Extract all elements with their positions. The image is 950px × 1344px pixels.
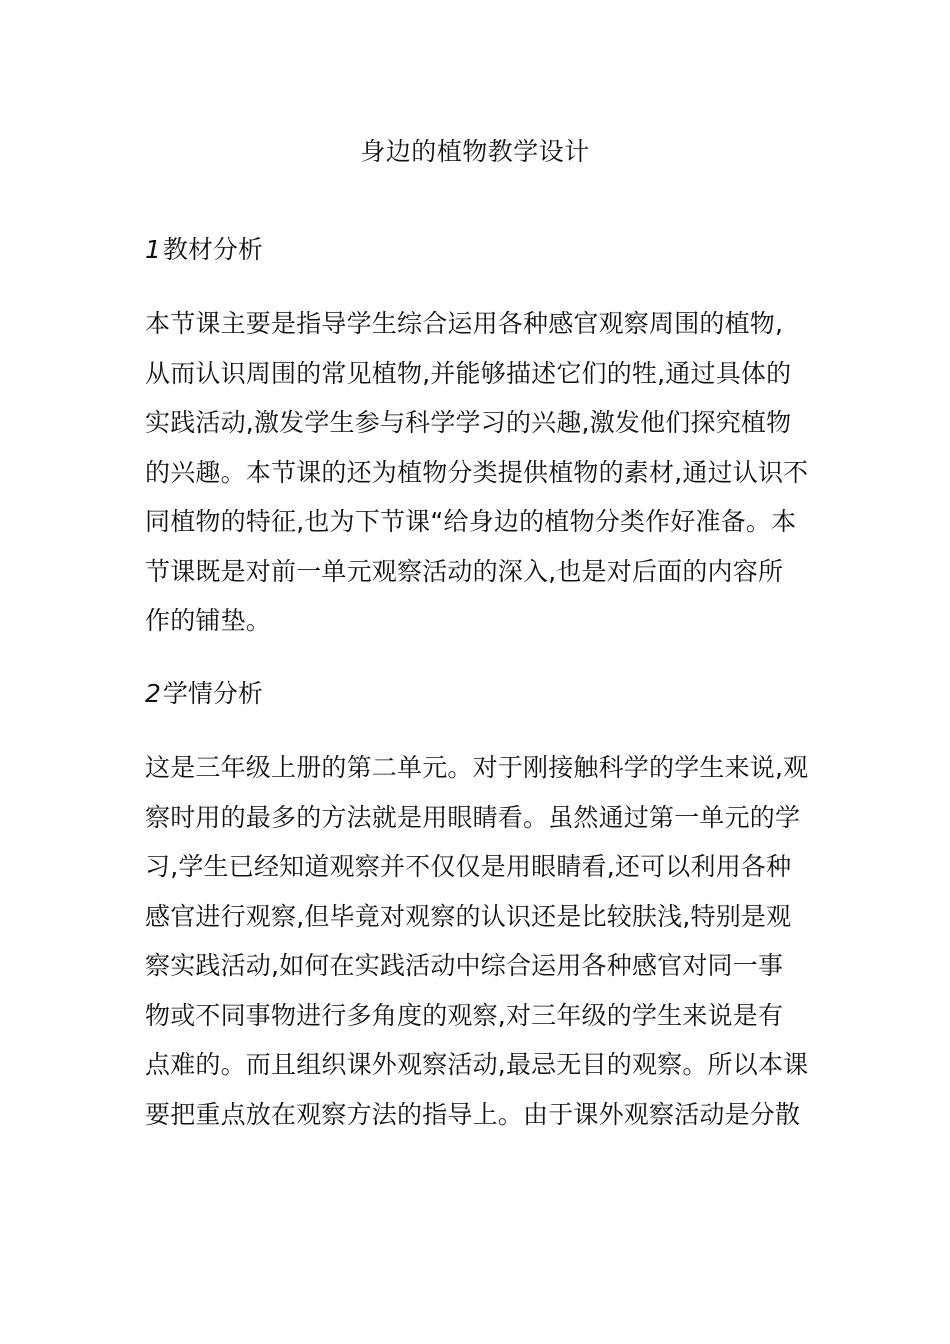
paragraph-line: 点难的。而且组织课外观察活动,最忌无目的观察。所以本课 <box>145 1050 809 1079</box>
paragraph-line: 物或不同事物进行多角度的观察,对三年级的学生来说是有 <box>145 1000 784 1030</box>
paragraph-line: 这是三年级上册的第二单元。对于刚接触科学的学生来说,观 <box>145 753 809 782</box>
section-number: 1 <box>145 235 161 264</box>
paragraph-line: 感官进行观察,但毕竟对观察的认识还是比较肤浅,特别是观 <box>145 901 792 931</box>
paragraph-line: 实践活动,激发学生参与科学学习的兴趣,激发他们探究植物 <box>145 408 792 437</box>
paragraph-line: 同植物的特征,也为下节课“给身边的植物分类作好准备。本 <box>145 507 797 536</box>
document-title: 身边的植物教学设计 <box>360 137 590 166</box>
paragraph-line: 从而认识周围的常见植物,并能够描述它们的牲,通过具体的 <box>145 358 792 388</box>
section-heading-text: 教材分析 <box>162 235 263 264</box>
section-heading-learner-analysis <box>145 677 263 711</box>
paragraph-learner-analysis <box>145 743 825 1139</box>
paragraph-line: 习,学生已经知道观察并不仅仅是用眼睛看,还可以利用各种 <box>145 852 792 881</box>
paragraph-line: 要把重点放在观察方法的指导上。由于课外观察活动是分散 <box>145 1099 801 1129</box>
section-number: 2 <box>145 679 161 708</box>
section-heading-textbook-analysis <box>145 233 263 267</box>
paragraph-line: 节课既是对前一单元观察活动的深入,也是对后面的内容所 <box>145 556 784 586</box>
paragraph-line: 察实践活动,如何在实践活动中综合运用各种感官对同一事 <box>145 951 784 980</box>
paragraph-line: 作的铺垫。 <box>145 606 272 635</box>
paragraph-line: 察时用的最多的方法就是用眼睛看。虽然通过第一单元的学 <box>145 802 801 832</box>
paragraph-line: 本节课主要是指导学生综合运用各种感官观察周围的植物, <box>145 309 784 338</box>
section-heading-text: 学情分析 <box>162 679 263 708</box>
paragraph-textbook-analysis <box>145 299 825 646</box>
paragraph-line: 的兴趣。本节课的还为植物分类提供植物的素材,通过认识不 <box>145 457 809 487</box>
